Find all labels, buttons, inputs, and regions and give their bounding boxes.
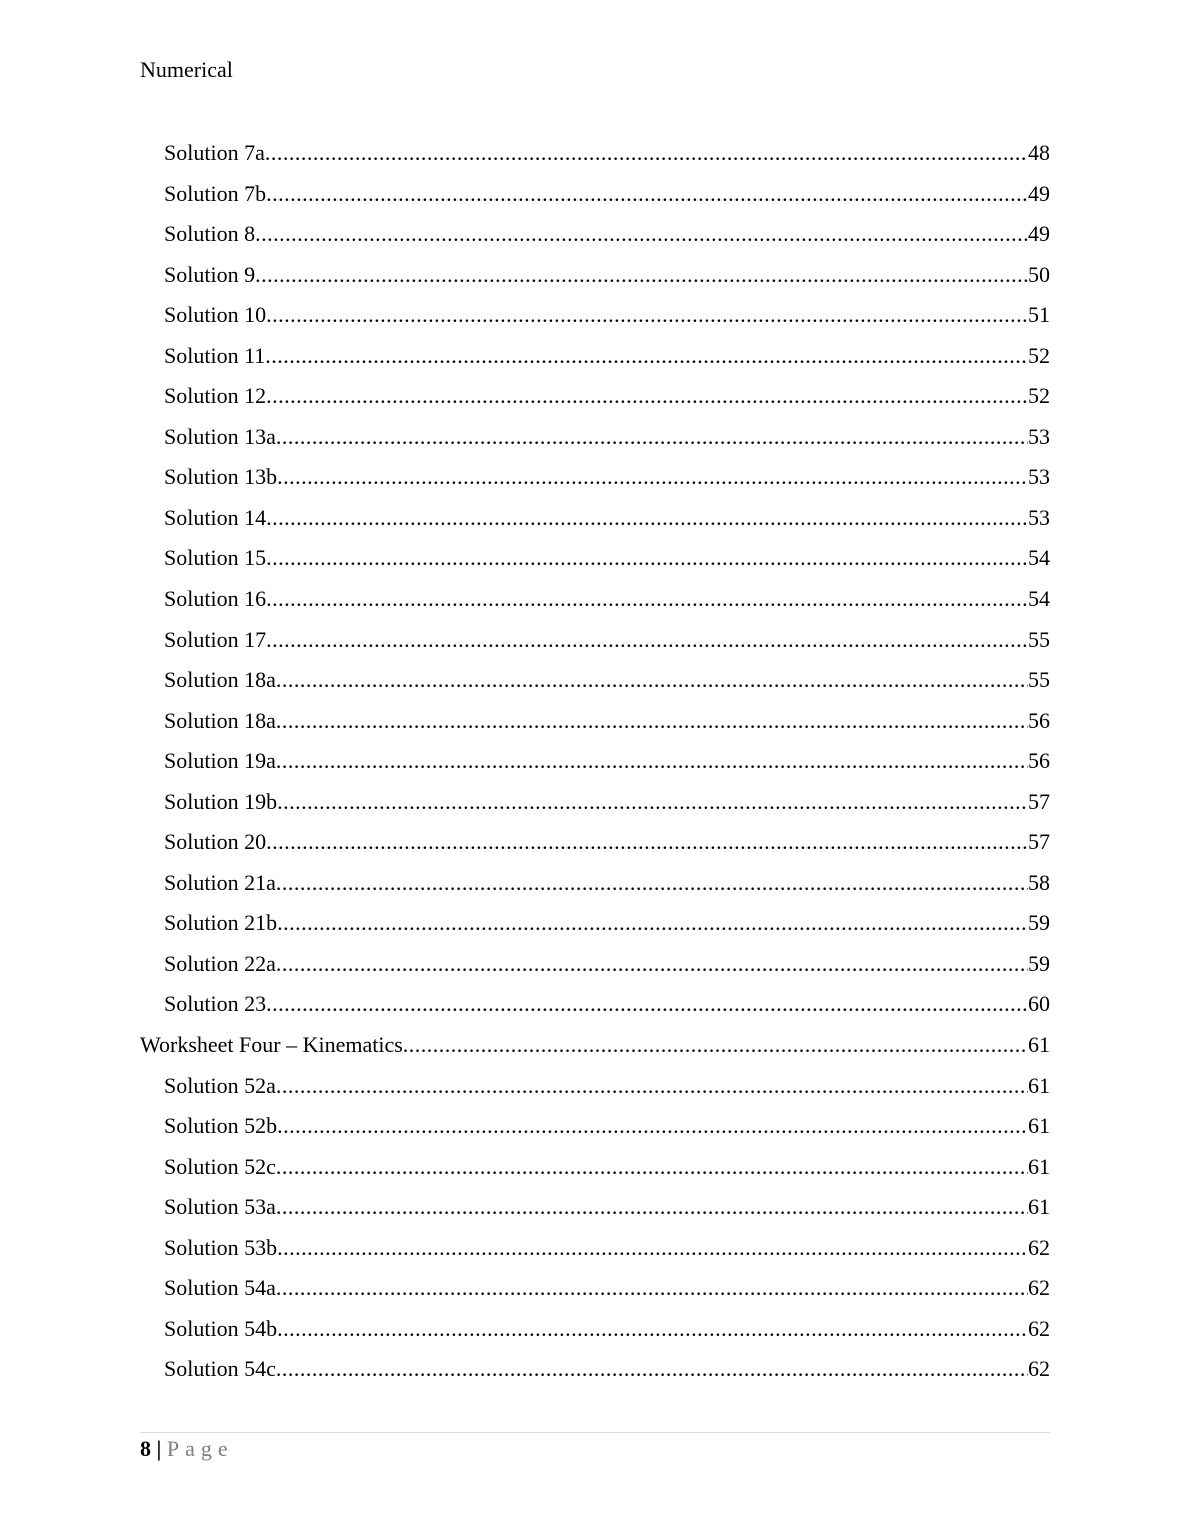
toc-entry-label: Solution 13b	[164, 462, 277, 492]
toc-entry-label: Solution 7a	[164, 138, 265, 168]
toc-entry-page-number: 62	[1028, 1314, 1050, 1344]
toc-dot-leader	[276, 746, 1028, 776]
toc-entry[interactable]	[140, 260, 1050, 301]
toc-entry[interactable]	[140, 625, 1050, 666]
toc-entry[interactable]	[140, 949, 1050, 990]
toc-entry-label: Solution 15	[164, 543, 266, 573]
toc-entry[interactable]	[140, 341, 1050, 382]
toc-dot-leader	[277, 1111, 1028, 1141]
toc-entry-page-number: 57	[1028, 827, 1050, 857]
toc-entry[interactable]	[140, 462, 1050, 503]
toc-entry[interactable]	[140, 503, 1050, 544]
toc-dot-leader	[276, 949, 1028, 979]
toc-entry[interactable]	[140, 1071, 1050, 1112]
toc-entry-page-number: 60	[1028, 989, 1050, 1019]
toc-entry-page-number: 62	[1028, 1273, 1050, 1303]
toc-entry-label: Solution 18a	[164, 665, 276, 695]
toc-entry-page-number: 48	[1028, 138, 1050, 168]
toc-entry-page-number: 56	[1028, 746, 1050, 776]
toc-entry-page-number: 59	[1028, 949, 1050, 979]
toc-dot-leader	[266, 827, 1028, 857]
toc-entry-label: Solution 16	[164, 584, 266, 614]
toc-dot-leader	[255, 219, 1028, 249]
toc-entry[interactable]	[140, 138, 1050, 179]
toc-entry[interactable]	[140, 300, 1050, 341]
toc-entry-page-number: 54	[1028, 584, 1050, 614]
toc-dot-leader	[277, 1233, 1028, 1263]
toc-entry-page-number: 57	[1028, 787, 1050, 817]
toc-dot-leader	[276, 1354, 1028, 1384]
toc-entry[interactable]	[140, 381, 1050, 422]
toc-entry-page-number: 61	[1028, 1152, 1050, 1182]
toc-entry-page-number: 52	[1028, 341, 1050, 371]
table-of-contents	[140, 138, 1050, 1395]
toc-entry-page-number: 62	[1028, 1233, 1050, 1263]
toc-entry[interactable]	[140, 1111, 1050, 1152]
toc-entry-page-number: 52	[1028, 381, 1050, 411]
toc-dot-leader	[266, 625, 1028, 655]
toc-entry-label: Solution 19a	[164, 746, 276, 776]
toc-entry-label: Worksheet Four – Kinematics	[140, 1030, 403, 1060]
toc-entry-page-number: 61	[1028, 1111, 1050, 1141]
toc-dot-leader	[266, 584, 1028, 614]
toc-entry[interactable]	[140, 422, 1050, 463]
toc-dot-leader	[266, 381, 1028, 411]
toc-entry-label: Solution 23	[164, 989, 266, 1019]
toc-dot-leader	[276, 1071, 1028, 1101]
toc-dot-leader	[255, 260, 1028, 290]
toc-entry-page-number: 59	[1028, 908, 1050, 938]
toc-dot-leader	[266, 543, 1028, 573]
toc-entry-label: Solution 54c	[164, 1354, 276, 1384]
toc-entry[interactable]	[140, 868, 1050, 909]
toc-entry[interactable]	[140, 908, 1050, 949]
toc-dot-leader	[403, 1030, 1028, 1060]
toc-entry-page-number: 55	[1028, 625, 1050, 655]
toc-entry-label: Solution 21a	[164, 868, 276, 898]
toc-entry[interactable]	[140, 1152, 1050, 1193]
toc-entry-page-number: 49	[1028, 179, 1050, 209]
toc-entry-label: Solution 11	[164, 341, 265, 371]
toc-entry-page-number: 61	[1028, 1071, 1050, 1101]
footer-page-word: Page	[166, 1436, 234, 1461]
toc-entry[interactable]	[140, 1354, 1050, 1395]
footer-divider	[140, 1432, 1050, 1433]
toc-entry[interactable]	[140, 543, 1050, 584]
toc-entry-label: Solution 52c	[164, 1152, 276, 1182]
toc-entry[interactable]	[140, 665, 1050, 706]
toc-dot-leader	[277, 462, 1028, 492]
toc-entry-label: Solution 14	[164, 503, 266, 533]
toc-entry-label: Solution 52a	[164, 1071, 276, 1101]
toc-entry-label: Solution 9	[164, 260, 255, 290]
toc-dot-leader	[276, 1152, 1028, 1182]
toc-dot-leader	[276, 706, 1028, 736]
toc-entry-label: Solution 18a	[164, 706, 276, 736]
toc-entry-page-number: 56	[1028, 706, 1050, 736]
toc-dot-leader	[277, 787, 1028, 817]
toc-dot-leader	[276, 1273, 1028, 1303]
toc-entry-label: Solution 8	[164, 219, 255, 249]
toc-dot-leader	[266, 989, 1028, 1019]
toc-entry-label: Solution 7b	[164, 179, 266, 209]
toc-entry-label: Solution 53a	[164, 1192, 276, 1222]
toc-dot-leader	[276, 1192, 1028, 1222]
toc-entry-label: Solution 12	[164, 381, 266, 411]
toc-entry[interactable]	[140, 827, 1050, 868]
footer-separator: |	[156, 1436, 162, 1461]
toc-dot-leader	[276, 665, 1028, 695]
toc-entry-label: Solution 19b	[164, 787, 277, 817]
toc-entry-page-number: 50	[1028, 260, 1050, 290]
toc-entry[interactable]	[140, 706, 1050, 747]
toc-dot-leader	[266, 179, 1028, 209]
toc-entry[interactable]	[140, 219, 1050, 260]
toc-entry-page-number: 49	[1028, 219, 1050, 249]
toc-dot-leader	[265, 341, 1028, 371]
toc-entry-page-number: 53	[1028, 503, 1050, 533]
toc-dot-leader	[266, 503, 1028, 533]
toc-entry[interactable]	[140, 1233, 1050, 1274]
toc-entry-label: Solution 22a	[164, 949, 276, 979]
toc-entry-page-number: 61	[1028, 1192, 1050, 1222]
toc-entry-label: Solution 54a	[164, 1273, 276, 1303]
toc-entry[interactable]	[140, 1314, 1050, 1355]
toc-dot-leader	[277, 1314, 1028, 1344]
footer-page-number: 8	[140, 1436, 151, 1461]
toc-entry-page-number: 58	[1028, 868, 1050, 898]
toc-entry[interactable]	[140, 584, 1050, 625]
toc-entry-label: Solution 17	[164, 625, 266, 655]
toc-entry[interactable]	[140, 787, 1050, 828]
toc-dot-leader	[265, 138, 1028, 168]
page-footer	[140, 1435, 234, 1463]
toc-entry[interactable]	[140, 1192, 1050, 1233]
toc-entry-label: Solution 53b	[164, 1233, 277, 1263]
toc-entry-page-number: 53	[1028, 422, 1050, 452]
toc-entry-label: Solution 13a	[164, 422, 276, 452]
toc-entry[interactable]	[140, 989, 1050, 1030]
toc-entry-label: Solution 21b	[164, 908, 277, 938]
toc-entry-label: Solution 20	[164, 827, 266, 857]
toc-dot-leader	[277, 908, 1028, 938]
toc-entry-page-number: 55	[1028, 665, 1050, 695]
toc-entry-label: Solution 10	[164, 300, 266, 330]
toc-entry-label: Solution 52b	[164, 1111, 277, 1141]
toc-dot-leader	[276, 868, 1028, 898]
toc-entry[interactable]	[140, 1273, 1050, 1314]
toc-entry[interactable]	[140, 746, 1050, 787]
toc-dot-leader	[276, 422, 1028, 452]
toc-entry[interactable]	[140, 179, 1050, 220]
toc-dot-leader	[266, 300, 1028, 330]
toc-entry-page-number: 51	[1028, 300, 1050, 330]
toc-entry-label: Solution 54b	[164, 1314, 277, 1344]
toc-entry-page-number: 61	[1028, 1030, 1050, 1060]
toc-section-entry[interactable]	[140, 1030, 1050, 1071]
toc-entry-page-number: 53	[1028, 462, 1050, 492]
toc-entry-page-number: 54	[1028, 543, 1050, 573]
toc-entry-page-number: 62	[1028, 1354, 1050, 1384]
running-header: Numerical	[140, 57, 233, 82]
